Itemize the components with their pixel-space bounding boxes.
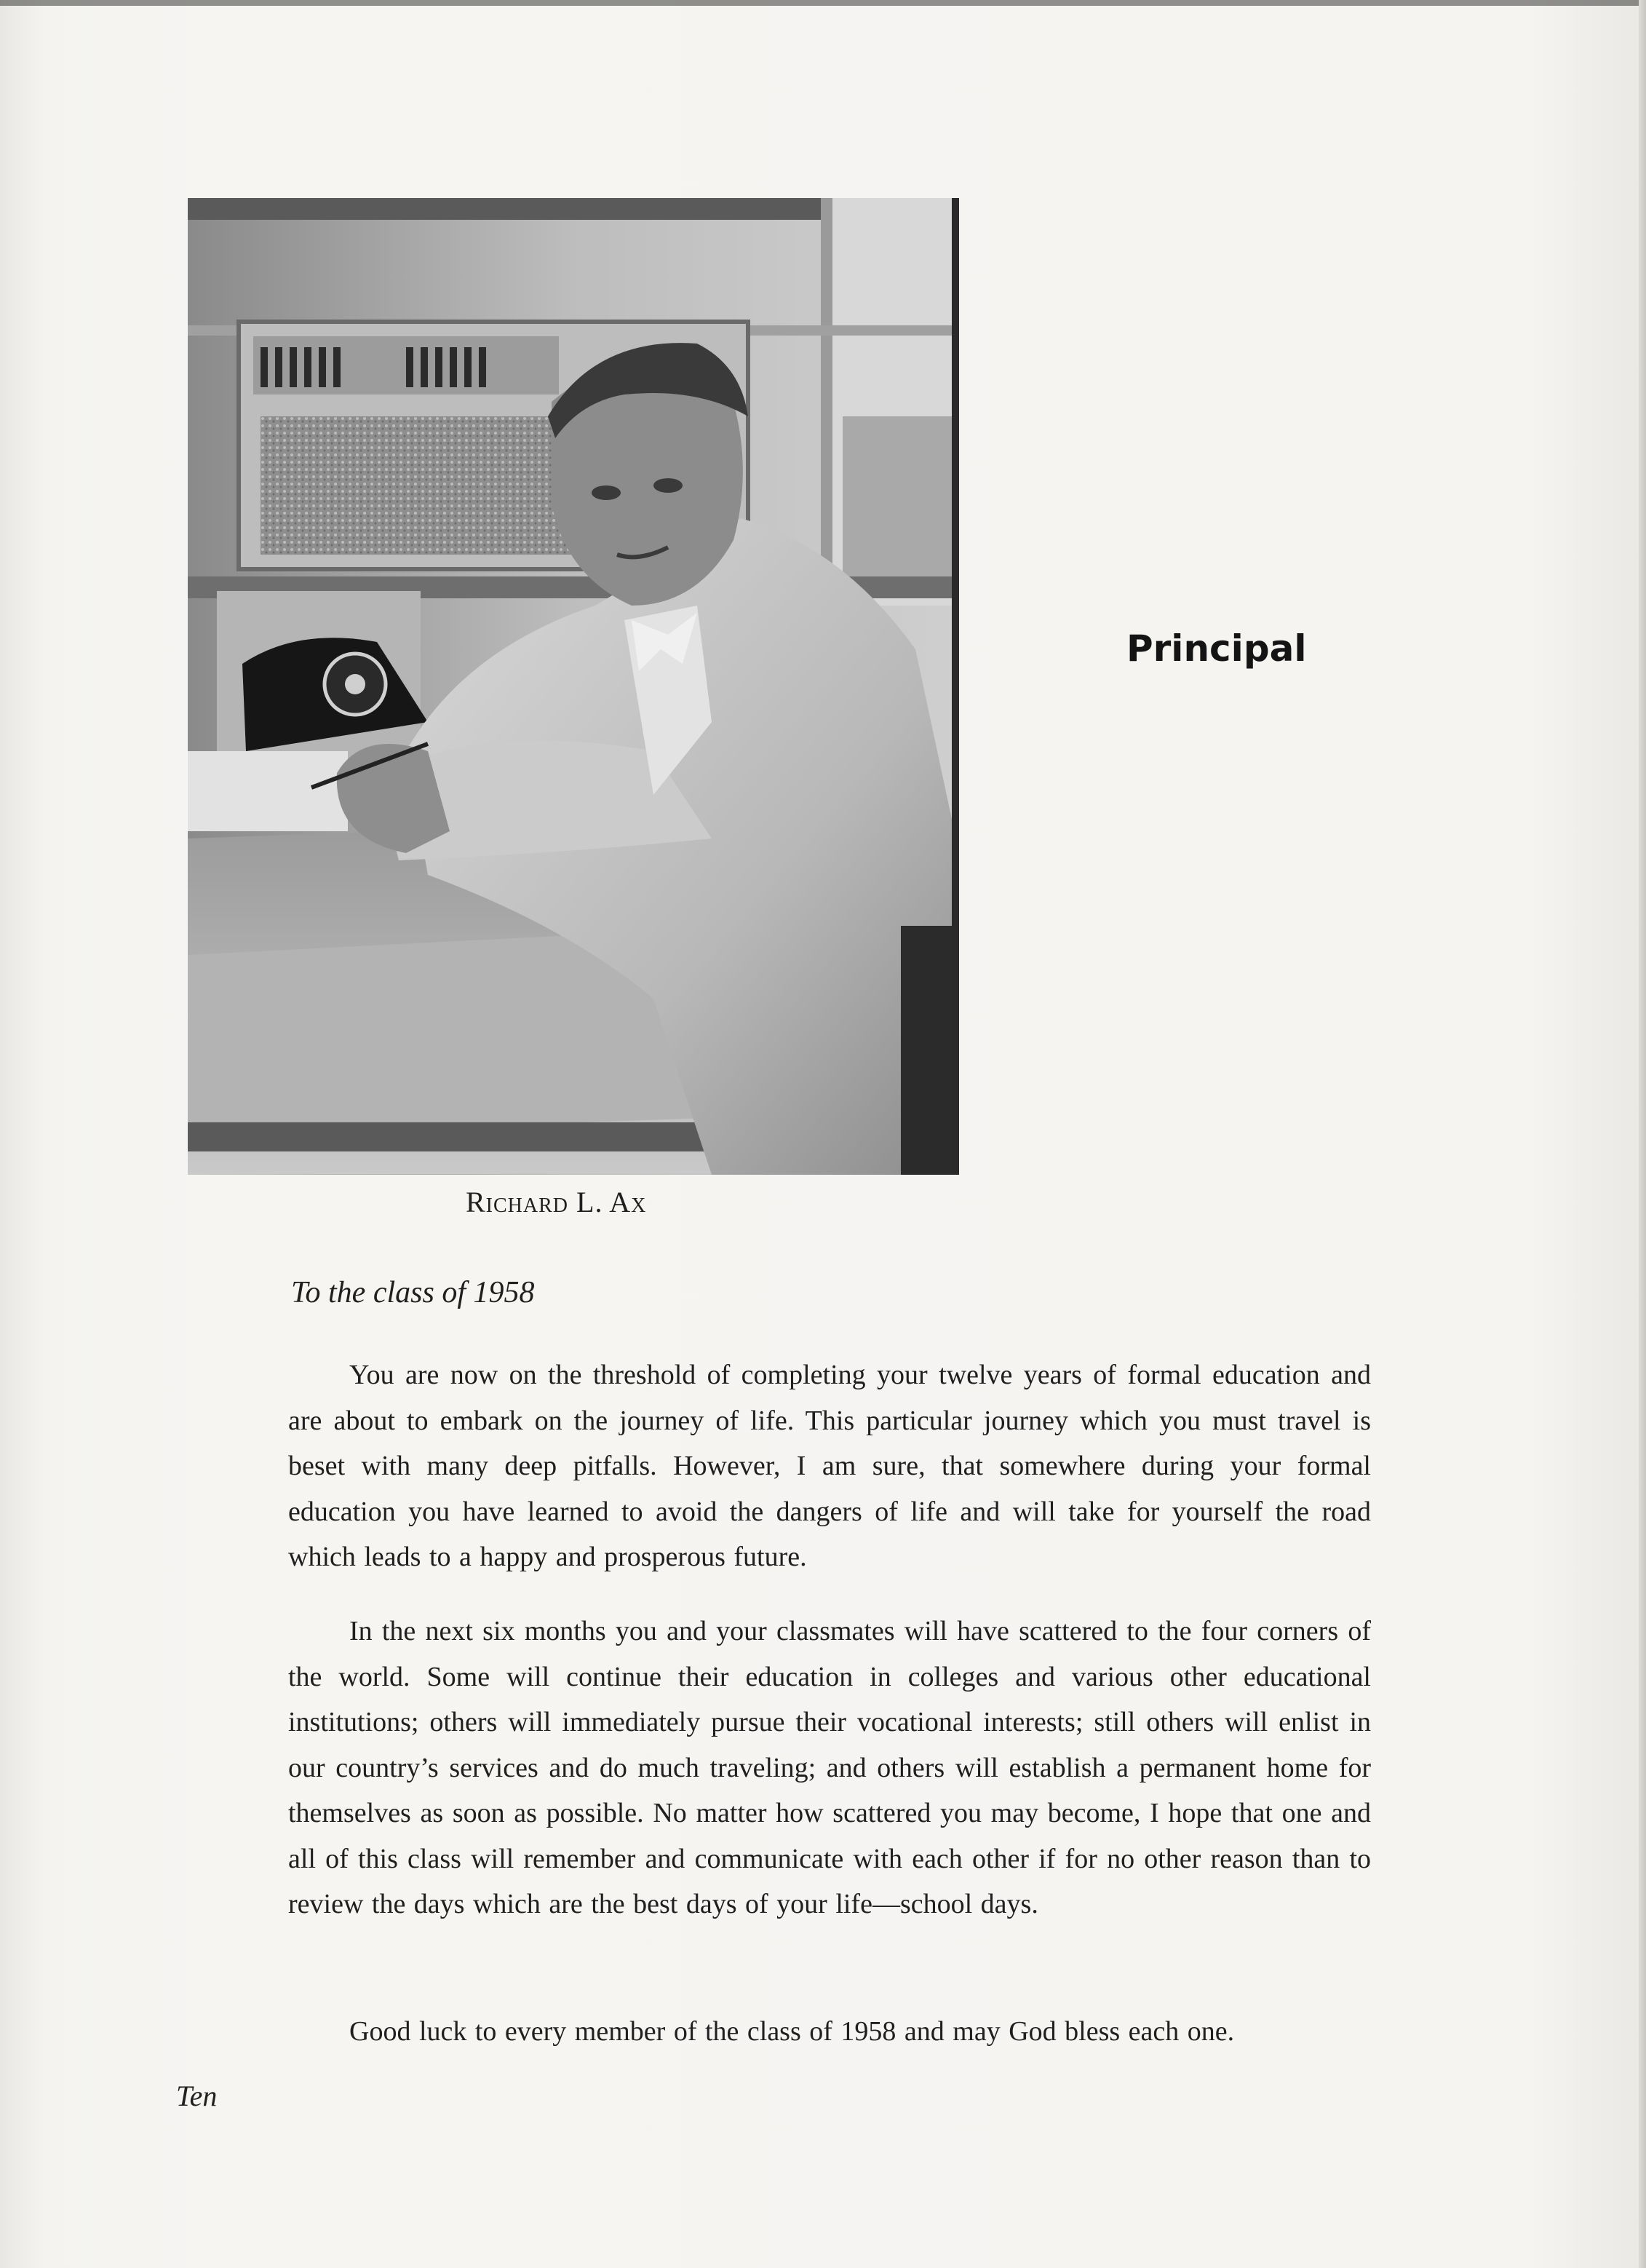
paragraph-3: Good luck to every member of the class of 1958 and may God bless each one.: [349, 2016, 1235, 2047]
page-number: Ten: [176, 2079, 218, 2112]
portrait-photo-icon: [188, 198, 959, 1175]
paragraph-2: In the next six months you and your classmates will have scattered to the four corners of the world. Some will continue their education in colleges and various other educational institutions; others will immediately pursue their vocational interests; still others will enlist in our country’s services and do much traveling; and others will establish a permanent home for themselves as soon as possible. No matter how scattered you may become, I hope that one and all of this class will remember and communicate with each other if for no other reason than to review the days which are the best days of your life—school days.: [288, 1616, 1371, 1919]
page-right-edge: [1639, 0, 1646, 2268]
page-top-edge: [0, 0, 1646, 6]
photo-caption: Richard L. Ax: [466, 1186, 647, 1218]
page-title: Principal: [1126, 627, 1307, 670]
paragraph-1: You are now on the threshold of completing your twelve years of formal education and are about to embark on the journey of life. This particular journey which you must travel is beset with many deep pitfalls. However, I am sure, that somewhere during your formal education you have learned to avoid the dangers of life and will take for yourself the road which leads to a happy and prosperous future.: [288, 1360, 1371, 1572]
salutation: To the class of 1958: [291, 1276, 535, 1309]
principal-photo: [188, 198, 959, 1175]
